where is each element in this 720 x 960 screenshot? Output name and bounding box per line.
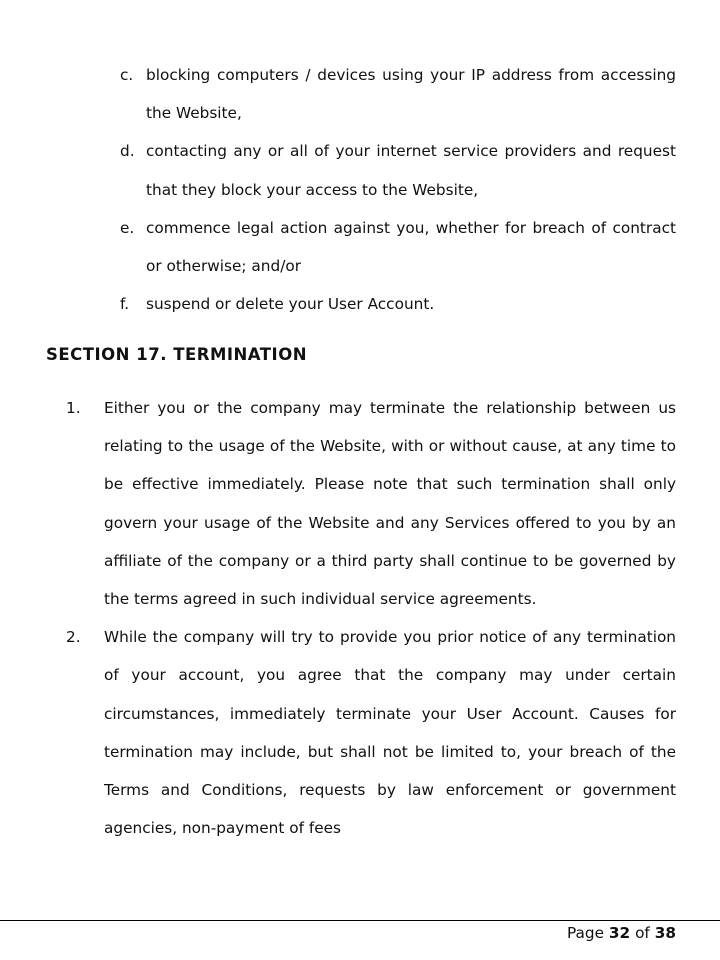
list-marker: d. <box>120 142 135 161</box>
footer-divider <box>0 920 720 921</box>
total-pages: 38 <box>654 924 676 942</box>
remedies-list <box>120 56 676 323</box>
list-item <box>120 209 676 285</box>
list-item <box>120 56 676 132</box>
clause-text: Either you or the company may terminate the relationship between us relating to the usage of the Website, with or without cause, at any time to be effective immediately. Please note that such termination shall only govern your usage of the Website and any Services offered to you by an affiliate of the company or a third party shall continue to be governed by the terms agreed in such individual service agreements. <box>104 399 676 609</box>
page-number <box>567 922 676 944</box>
list-item-text: contacting any or all of your internet service providers and request that they block your access to the Website, <box>146 142 676 199</box>
section-heading: SECTION 17. TERMINATION <box>46 345 308 364</box>
list-item <box>120 132 676 208</box>
of-label: of <box>635 924 650 942</box>
list-item <box>120 285 676 323</box>
list-marker: e. <box>120 218 135 237</box>
list-item-text: suspend or delete your User Account. <box>146 295 435 314</box>
numbered-clause <box>60 389 676 618</box>
list-marker: f. <box>120 295 130 314</box>
numbered-clause <box>60 618 676 847</box>
clause-number: 2. <box>66 628 81 647</box>
clause-number: 1. <box>66 399 81 417</box>
clause-text: While the company will try to provide you prior notice of any termination of your account, you agree that the company may under certain circumstances, immediately terminate your User Account. Causes for termination may include, but shall not be limited to, your breach of the Terms and Conditions, requests by law enforcement or government agencies, non-payment of fees <box>104 628 676 838</box>
list-marker: c. <box>120 66 134 84</box>
list-item-text: commence legal action against you, whether for breach of contract or otherwise; and/or <box>146 218 676 276</box>
list-item-text: blocking computers / devices using your IP address from accessing the Website, <box>146 66 676 123</box>
termination-clauses-list <box>60 389 676 847</box>
current-page: 32 <box>608 924 631 942</box>
page-label: Page <box>566 924 605 942</box>
